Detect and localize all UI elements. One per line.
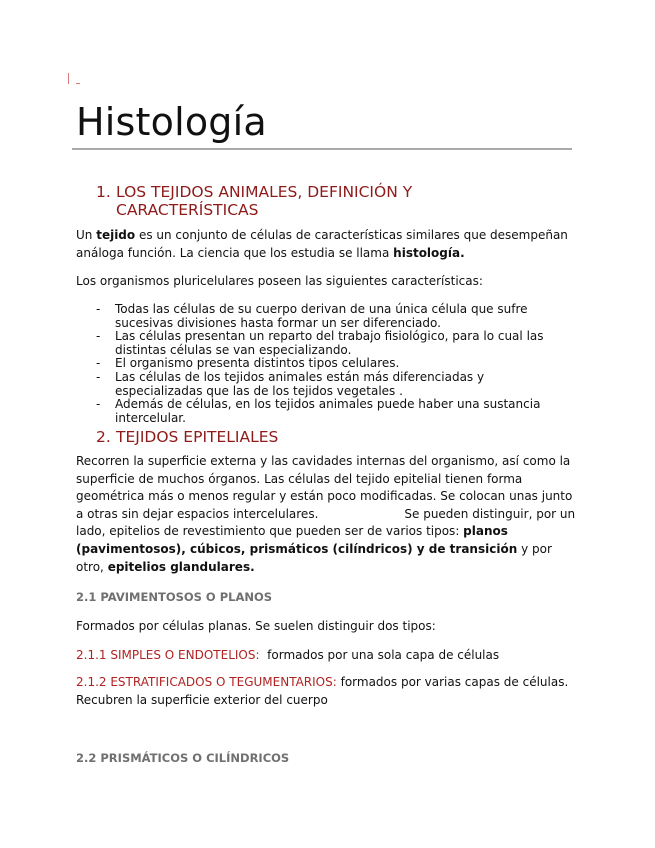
section-2-title: TEJIDOS EPITELIALES xyxy=(116,428,279,446)
epitelial-description: Recorren la superficie externa y las cavidades internas del organismo, así como la superficie de muchos órganos. Las células del tejido epitelial tienen forma geométrica más o menos regular y están poco modificadas. Se colocan unas junto a otras sin dejar espacios intercelulares. Se pueden distinguir, por un lado, epitelios de revestimiento que pueden ser de varios tipos: planos (pavimentosos), cúbicos, prismáticos (cilíndricos) y de transición y por otro, epitelios glandulares. xyxy=(76,454,576,574)
list-item: - Las células presentan un reparto del trabajo fisiológico, para lo cual las distintas células se van especializando. xyxy=(96,329,544,357)
margin-marker-dash xyxy=(76,83,80,84)
section-1-number: 1. xyxy=(96,183,111,201)
section-1-heading xyxy=(96,183,466,219)
section-2-heading xyxy=(96,428,466,446)
subsection-2-2-heading: 2.2 PRISMÁTICOS O CILÍNDRICOS xyxy=(76,751,290,765)
pavimentosos-description: Formados por células planas. Se suelen distinguir dos tipos: xyxy=(76,619,436,633)
margin-marker xyxy=(68,73,69,84)
list-item: - Las células de los tejidos animales están más diferenciadas y especializadas que las de los tejidos vegetales . xyxy=(96,369,485,398)
subsection-2-1-heading: 2.1 PAVIMENTOSOS O PLANOS xyxy=(76,590,273,604)
document-title: Histología xyxy=(76,100,267,144)
characteristics-list xyxy=(96,303,556,425)
simples-item: 2.1.1 SIMPLES O ENDOTELIOS: formados por una sola capa de células xyxy=(76,648,500,662)
list-item: - Además de células, en los tejidos animales puede haber una sustancia intercelular. xyxy=(96,397,541,425)
pluricelulares-intro: Los organismos pluricelulares poseen las siguientes características: xyxy=(76,274,483,288)
list-item: - Todas las células de su cuerpo derivan de una única célula que sufre sucesivas divisiones hasta formar un ser diferenciado. xyxy=(96,302,528,330)
section-1-title: LOS TEJIDOS ANIMALES, DEFINICIÓN Y CARACTERÍSTICAS xyxy=(116,183,413,219)
list-item: - El organismo presenta distintos tipos celulares. xyxy=(96,356,400,371)
tejido-definition: Un tejido es un conjunto de células de características similares que desempeñan análoga función. La ciencia que los estudia se llama histología. xyxy=(76,228,568,260)
estratificados-item: 2.1.2 ESTRATIFICADOS O TEGUMENTARIOS: formados por varias capas de células. Recubren la superficie exterior del cuerpo xyxy=(76,675,569,707)
section-2-number: 2. xyxy=(96,428,111,446)
title-underline xyxy=(72,148,572,150)
